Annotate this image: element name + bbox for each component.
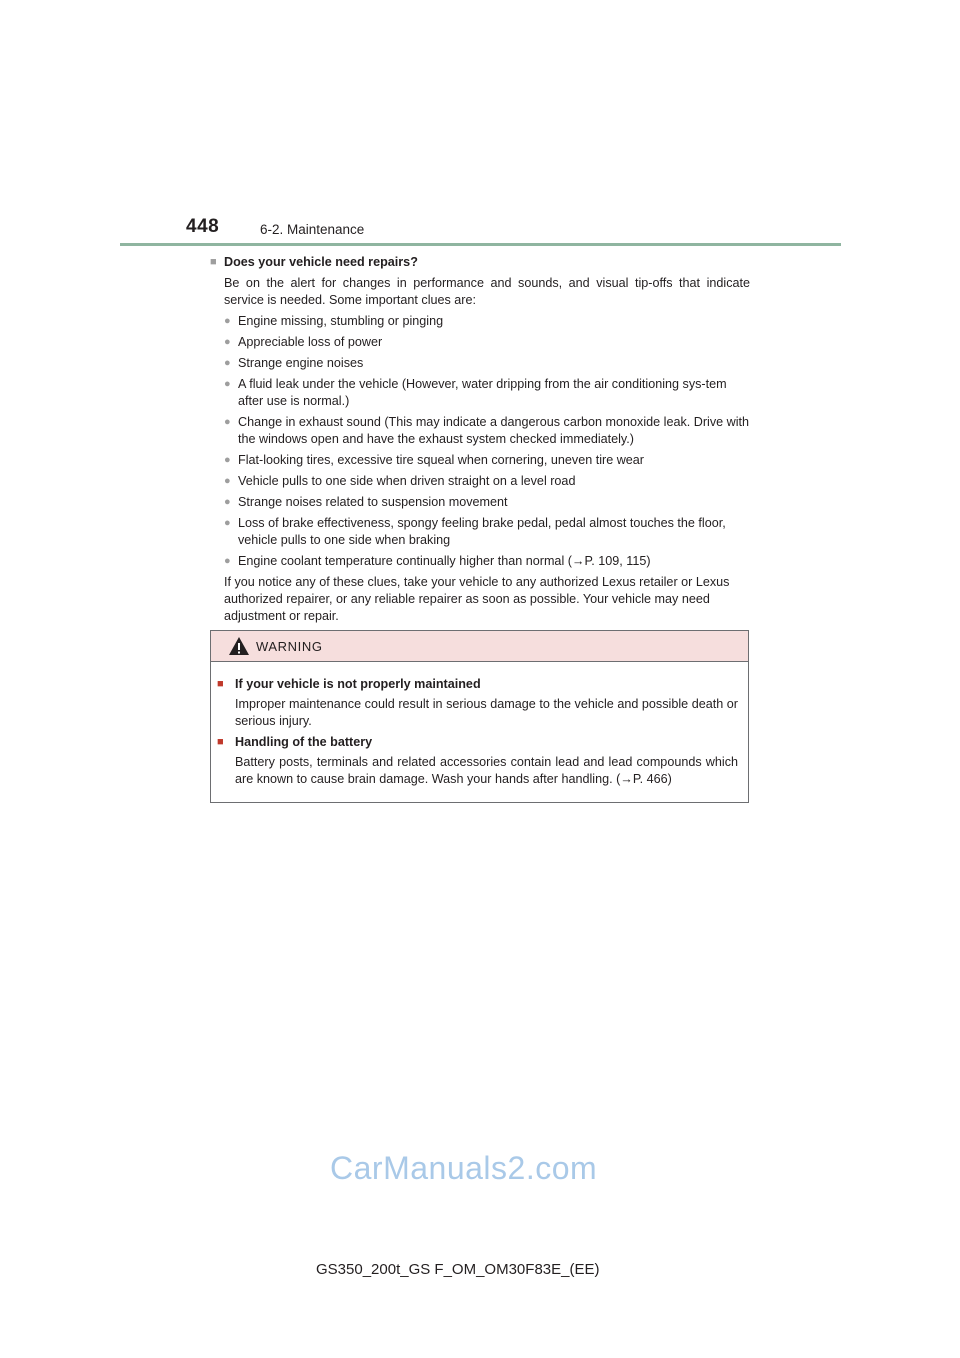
circle-bullet-icon: ● xyxy=(224,517,231,529)
list-item: ● Appreciable loss of power xyxy=(224,335,383,349)
list-item: ● Change in exhaust sound (This may indicate a dangerous carbon monoxide leak. Drive with the windows open and have the exhaust system checked immediately.) xyxy=(224,415,750,446)
warning-header xyxy=(211,631,748,662)
warning-body xyxy=(211,662,748,788)
warning-triangle-icon xyxy=(228,636,250,656)
list-item: ● Engine coolant temperature continually higher than normal (→P. 109, 115) xyxy=(224,554,651,568)
section-title: 6-2. Maintenance xyxy=(260,222,365,237)
header-rule xyxy=(120,243,841,246)
main-content xyxy=(210,254,750,625)
section-heading-text: Does your vehicle need repairs? xyxy=(224,255,418,269)
circle-bullet-icon: ● xyxy=(224,496,231,508)
list-item: ● Loss of brake effectiveness, spongy feeling brake pedal, pedal almost touches the floor, vehicle pulls to one side when braking xyxy=(224,516,726,547)
section-heading xyxy=(210,254,750,271)
circle-bullet-icon: ● xyxy=(224,336,231,348)
square-bullet-icon: ■ xyxy=(210,256,217,268)
list-item: ● A fluid leak under the vehicle (However, water dripping from the air conditioning sys-tem after use is normal.) xyxy=(224,377,727,408)
circle-bullet-icon: ● xyxy=(224,315,231,327)
section-intro: Be on the alert for changes in performance and sounds, and visual tip-offs that indicate service is needed. Some important clues are: xyxy=(224,276,750,307)
list-item: ● Engine missing, stumbling or pinging xyxy=(224,314,444,328)
warning-item-text: Improper maintenance could result in serious damage to the vehicle and possible death or serious injury. xyxy=(235,697,738,728)
clue-list xyxy=(210,313,750,570)
circle-bullet-icon: ● xyxy=(224,475,231,487)
warning-item-heading: Handling of the battery xyxy=(235,735,373,749)
list-item: ● Strange engine noises xyxy=(224,356,364,370)
circle-bullet-icon: ● xyxy=(224,555,231,567)
square-bullet-icon: ■ xyxy=(217,736,224,748)
warning-item xyxy=(217,734,738,788)
warning-item-heading: If your vehicle is not properly maintained xyxy=(235,677,481,691)
footer-document-code: GS350_200t_GS F_OM_OM30F83E_(EE) xyxy=(316,1261,600,1278)
closing-paragraph: If you notice any of these clues, take your vehicle to any authorized Lexus retailer or Lexus authorized repairer, or any reliable repairer as soon as possible. Your vehicle may need adjustment or repair. xyxy=(224,575,730,623)
page-number: 448 xyxy=(186,216,220,237)
warning-item-text: Battery posts, terminals and related accessories contain lead and lead compounds which are known to cause brain damage. Wash your hands after handling. (→P. 466) xyxy=(235,755,738,786)
circle-bullet-icon: ● xyxy=(224,357,231,369)
list-item: ● Strange noises related to suspension movement xyxy=(224,495,508,509)
circle-bullet-icon: ● xyxy=(224,378,231,390)
circle-bullet-icon: ● xyxy=(224,416,231,428)
warning-title: WARNING xyxy=(256,638,323,654)
watermark-logo: CarManuals2.com xyxy=(330,1150,598,1186)
warning-box xyxy=(210,630,749,803)
circle-bullet-icon: ● xyxy=(224,454,231,466)
list-item: ● Flat-looking tires, excessive tire squeal when cornering, uneven tire wear xyxy=(224,453,644,467)
list-item: ● Vehicle pulls to one side when driven straight on a level road xyxy=(224,474,576,488)
square-bullet-icon: ■ xyxy=(217,678,224,690)
warning-item xyxy=(217,676,738,730)
